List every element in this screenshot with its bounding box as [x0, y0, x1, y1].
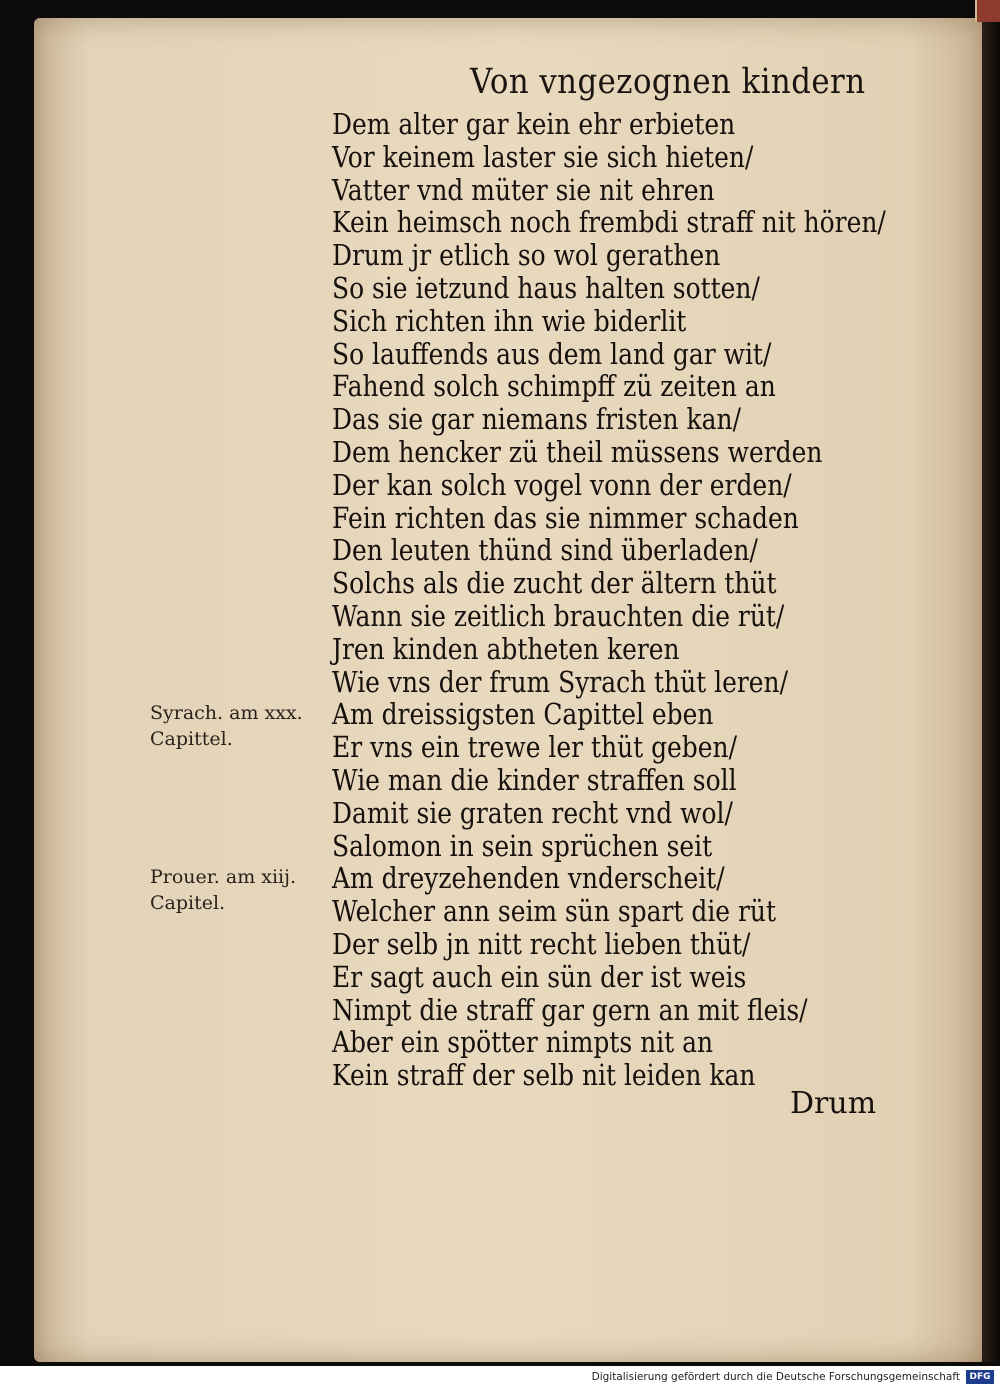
verse-line: Kein heimsch noch frembdi straff nit hören/: [332, 205, 886, 240]
verse-line: Am dreissigsten Capittel eben: [332, 697, 714, 732]
verse-line: Wann sie zeitlich brauchten die rüt/: [332, 598, 785, 633]
verse-line: Den leuten thünd sind überladen/: [332, 533, 758, 568]
verse-line: Wie vns der frum Syrach thüt leren/: [332, 664, 789, 699]
verse-line: So sie ietzund haus halten sotten/: [332, 270, 760, 305]
marginal-note-prouer: [150, 864, 296, 916]
funding-notice: Digitalisierung gefördert durch die Deutsche Forschungsgemeinschaft: [591, 1371, 960, 1383]
dfg-logo: DFG: [966, 1370, 994, 1384]
verse-line: Aber ein spötter nimpts nit an: [332, 1025, 714, 1060]
verse-line: Fein richten das sie nimmer schaden: [332, 500, 799, 535]
verse-line: Salomon in sein sprüchen seit: [332, 828, 713, 863]
verse-line: Er vns ein trewe ler thüt geben/: [332, 730, 738, 765]
verse-line: Am dreyzehenden vnderscheit/: [332, 861, 725, 896]
verse-line: Vatter vnd müter sie nit ehren: [332, 172, 715, 207]
verse-line: Damit sie graten recht vnd wol/: [332, 795, 733, 830]
verse-line: Fahend solch schimpff zü zeiten an: [332, 369, 776, 404]
verse-line: So lauffends aus dem land gar wit/: [332, 336, 772, 371]
verse-line: Das sie gar niemans fristen kan/: [332, 402, 741, 437]
verse-line: Vor keinem laster sie sich hieten/: [332, 139, 754, 174]
verse-line: Solchs als die zucht der ältern thüt: [332, 566, 777, 601]
verse-block: [332, 108, 976, 1092]
page-tear-mark: [975, 0, 1000, 22]
verse-line: Wie man die kinder straffen soll: [332, 762, 737, 797]
running-head: Von vngezognen kindern: [470, 62, 866, 102]
page-edge: [982, 22, 1000, 1362]
verse-line: Jren kinden abtheten keren: [332, 631, 680, 666]
catchword: Drum: [790, 1086, 877, 1121]
verse-line: Nimpt die straff gar gern an mit fleis/: [332, 992, 808, 1027]
verse-line: Der kan solch vogel vonn der erden/: [332, 467, 792, 502]
verse-line: Der selb jn nitt recht lieben thüt/: [332, 926, 751, 961]
verse-line: Kein straff der selb nit leiden kan: [332, 1058, 756, 1093]
verse-line: Dem alter gar kein ehr erbieten: [332, 107, 736, 141]
verse-line: Er sagt auch ein sün der ist weis: [332, 959, 747, 994]
verse-line: Drum jr etlich so wol gerathen: [332, 238, 721, 273]
verse-line: Sich richten ihn wie biderlit: [332, 303, 687, 338]
marginal-note-line: Capitel.: [150, 892, 226, 914]
verse-line: Welcher ann seim sün spart die rüt: [332, 894, 777, 929]
marginal-note-line: Prouer. am xiij.: [150, 866, 297, 888]
marginal-note-line: Capittel.: [150, 728, 233, 750]
marginal-note-line: Syrach. am xxx.: [150, 702, 303, 724]
verse-line: Dem hencker zü theil müssens werden: [332, 434, 823, 469]
marginal-note-syrach: [150, 700, 303, 752]
footer-bar: [0, 1366, 1000, 1389]
